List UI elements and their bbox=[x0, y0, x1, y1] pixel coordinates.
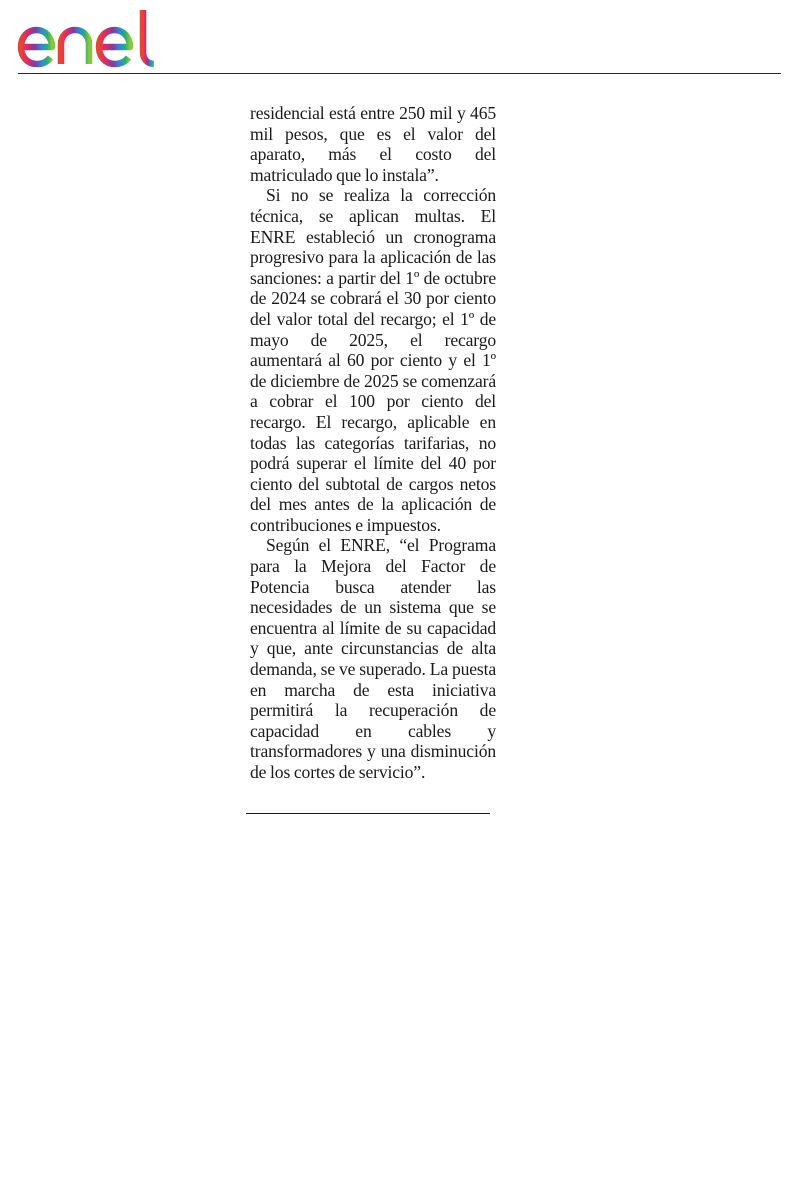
article-column bbox=[250, 103, 496, 783]
article-paragraph-3: Según el ENRE, “el Programa para la Mejora del Factor de Potencia busca atender las necesidades de un sistema que se encuentra al límite de su capacidad y que, ante circunstancias de alta demanda, se ve superado. La puesta en marcha de esta iniciativa permitirá la recuperación de capacidad en cables y transformadores y una disminución de los cortes de servicio”. bbox=[250, 535, 496, 782]
article-paragraph-2: Si no se realiza la corrección técnica, se aplican multas. El ENRE estableció un cronograma progresivo para la aplicación de las sanciones: a partir del 1º de octubre de 2024 se cobrará el 30 por ciento del valor total del recargo; el 1º de mayo de 2025, el recargo aumentará al 60 por ciento y el 1º de diciembre de 2025 se comenzará a cobrar el 100 por ciento del recargo. El recargo, aplicable en todas las categorías tarifarias, no podrá superar el límite del 40 por ciento del subtotal de cargos netos del mes antes de la aplicación de contribuciones e impuestos. bbox=[250, 185, 496, 535]
article-end-rule bbox=[246, 813, 490, 814]
enel-logo bbox=[14, 6, 184, 72]
header-divider bbox=[18, 73, 781, 74]
article-paragraph-1: residencial está entre 250 mil y 465 mil pesos, que es el valor del aparato, más el costo del matriculado que lo instala”. bbox=[250, 103, 496, 185]
